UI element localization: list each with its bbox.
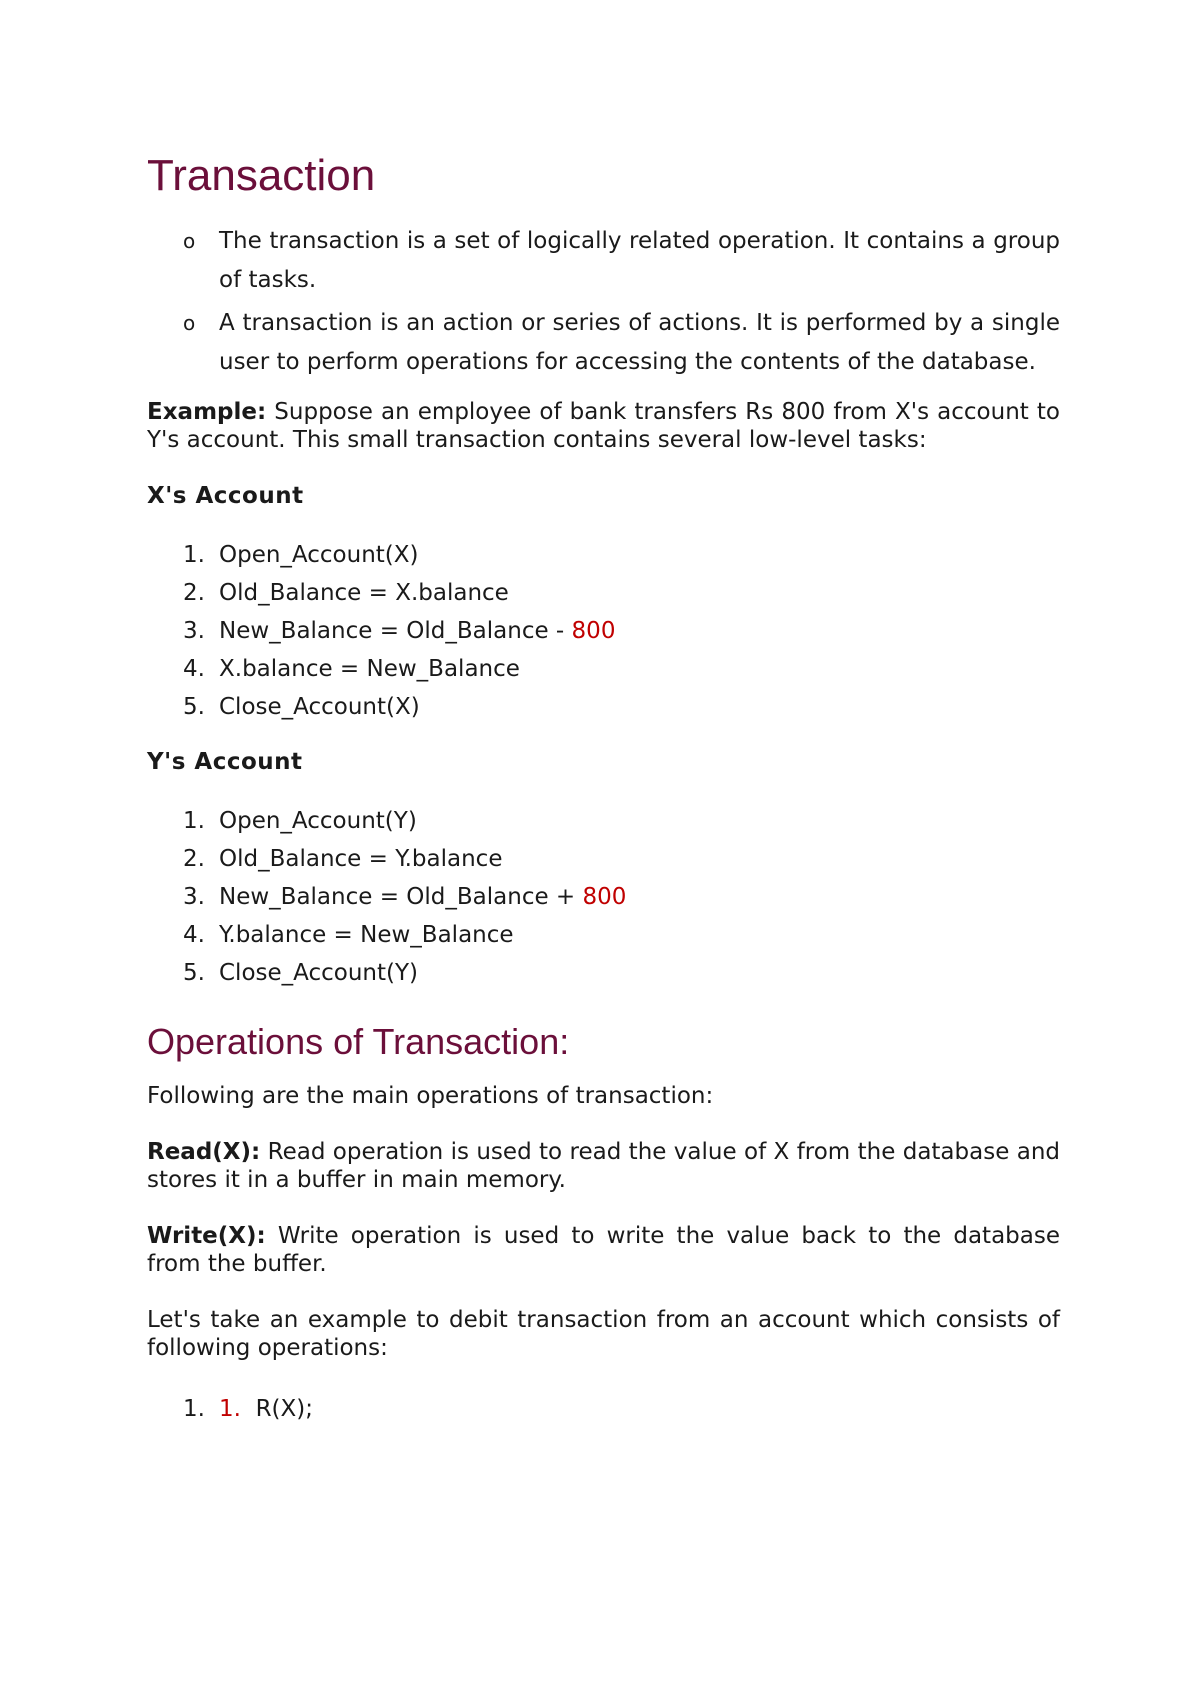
list-item bbox=[147, 840, 1060, 878]
list-item bbox=[147, 612, 1060, 650]
list-item bbox=[147, 574, 1060, 612]
step-number: 1. bbox=[183, 542, 205, 568]
read-label: Read(X): bbox=[147, 1139, 261, 1165]
step-text: Close_Account(Y) bbox=[219, 960, 419, 986]
x-account-heading: X's Account bbox=[147, 483, 304, 509]
list-item bbox=[147, 878, 1060, 916]
bullet-text: A transaction is an action or series of actions. It is performed by a single user to perform operations for accessing the contents of the database. bbox=[219, 310, 1060, 375]
list-item bbox=[147, 802, 1060, 840]
step-highlight: 800 bbox=[571, 618, 616, 644]
step-text: Old_Balance = Y.balance bbox=[219, 846, 503, 872]
bullet-text: The transaction is a set of logically related operation. It contains a group of tasks. bbox=[219, 228, 1060, 293]
bullet-marker: o bbox=[183, 311, 196, 335]
step-number: 2. bbox=[183, 580, 205, 606]
section-title: Operations of Transaction: bbox=[147, 1021, 570, 1062]
step-text: Close_Account(X) bbox=[219, 694, 420, 720]
intro-bullet-list bbox=[147, 222, 1060, 382]
document-page bbox=[147, 150, 1060, 1450]
debit-steps bbox=[147, 1390, 1060, 1428]
step-text: Open_Account(Y) bbox=[219, 808, 417, 834]
write-label: Write(X): bbox=[147, 1223, 266, 1249]
write-paragraph bbox=[147, 1222, 1060, 1278]
step-prefix: 1. bbox=[219, 1396, 241, 1422]
step-number: 3. bbox=[183, 618, 205, 644]
debit-example-paragraph: Let's take an example to debit transaction from an account which consists of following operations: bbox=[147, 1307, 1060, 1361]
list-item bbox=[147, 916, 1060, 954]
write-text: Write operation is used to write the value back to the database from the buffer. bbox=[147, 1223, 1060, 1277]
page-title: Transaction bbox=[147, 151, 376, 200]
step-number: 3. bbox=[183, 884, 205, 910]
bullet-marker: o bbox=[183, 229, 196, 253]
example-paragraph bbox=[147, 398, 1060, 454]
step-text: Old_Balance = X.balance bbox=[219, 580, 509, 606]
list-item bbox=[147, 1390, 1060, 1428]
example-text: Suppose an employee of bank transfers Rs 800 from X's account to Y's account. This small transaction contains several low-level tasks: bbox=[147, 399, 1060, 453]
step-highlight: 800 bbox=[582, 884, 627, 910]
read-paragraph bbox=[147, 1138, 1060, 1194]
list-item bbox=[147, 222, 1060, 300]
list-item bbox=[147, 536, 1060, 574]
step-number: 5. bbox=[183, 694, 205, 720]
list-item bbox=[147, 304, 1060, 382]
step-text: Y.balance = New_Balance bbox=[219, 922, 514, 948]
list-item bbox=[147, 954, 1060, 992]
operations-intro: Following are the main operations of transaction: bbox=[147, 1083, 714, 1109]
step-number: 1. bbox=[183, 1396, 205, 1422]
list-item bbox=[147, 650, 1060, 688]
step-number: 4. bbox=[183, 922, 205, 948]
step-number: 1. bbox=[183, 808, 205, 834]
read-text: Read operation is used to read the value of X from the database and stores it in a buffer in main memory. bbox=[147, 1139, 1060, 1193]
step-text: X.balance = New_Balance bbox=[219, 656, 520, 682]
y-account-steps bbox=[147, 802, 1060, 992]
step-text: R(X); bbox=[240, 1396, 314, 1422]
step-number: 5. bbox=[183, 960, 205, 986]
list-item bbox=[147, 688, 1060, 726]
step-text: New_Balance = Old_Balance - bbox=[219, 618, 572, 644]
y-account-heading: Y's Account bbox=[147, 749, 303, 775]
step-text: Open_Account(X) bbox=[219, 542, 419, 568]
example-label: Example: bbox=[147, 399, 267, 425]
step-number: 4. bbox=[183, 656, 205, 682]
step-number: 2. bbox=[183, 846, 205, 872]
step-text: New_Balance = Old_Balance + bbox=[219, 884, 583, 910]
x-account-steps bbox=[147, 536, 1060, 726]
